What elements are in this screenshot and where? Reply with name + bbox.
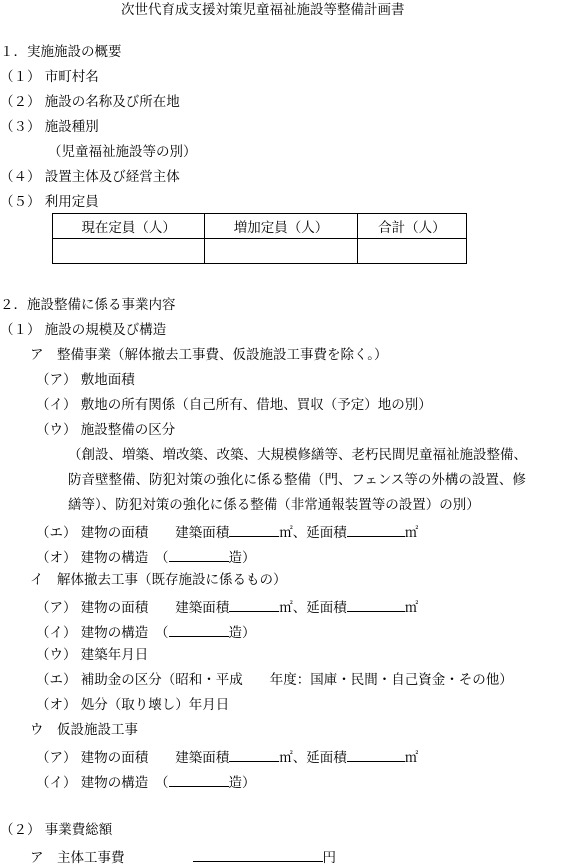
close-paren: ） bbox=[242, 775, 256, 791]
document-title: 次世代育成支援対策児童福祉施設等整備計画書 bbox=[121, 2, 405, 18]
heading-main-work: ア 整備事業（解体撤去工事費、仮設施設工事費を除く。） bbox=[30, 347, 388, 363]
close-paren: ） bbox=[242, 550, 256, 566]
unit-sqm: ㎡ bbox=[279, 600, 293, 616]
building-area-label: （ア） 建物の面積 建築面積 bbox=[36, 750, 230, 766]
table-cell-current[interactable] bbox=[53, 239, 205, 264]
item-municipality: （１） 市町村名 bbox=[0, 69, 99, 85]
building-area-field[interactable] bbox=[229, 597, 279, 612]
work-category-note-3: 繕等）、防犯対策の強化に係る整備（非常通報装置等の設置）の別） bbox=[68, 497, 480, 513]
table-header-total: 合計（人） bbox=[357, 214, 466, 239]
unit-sqm: ㎡ bbox=[404, 600, 419, 616]
floor-area-label: 、延面積 bbox=[292, 600, 347, 616]
item-demolition-area bbox=[36, 597, 418, 616]
item-facility-name: （２） 施設の名称及び所在地 bbox=[0, 94, 180, 110]
section-1-heading: １．実施施設の概要 bbox=[0, 44, 122, 60]
item-work-category: （ウ） 施設整備の区分 bbox=[36, 422, 176, 438]
floor-area-label: 、延面積 bbox=[292, 525, 347, 541]
item-disposal-date: （オ） 処分（取り壊し）年月日 bbox=[36, 697, 230, 713]
item-building-structure bbox=[36, 547, 256, 566]
table-header-current: 現在定員（人） bbox=[53, 214, 205, 239]
table-cell-total[interactable] bbox=[357, 239, 466, 264]
subsection-total-cost: （２） 事業費総額 bbox=[0, 822, 113, 838]
unit-sqm: ㎡ bbox=[279, 525, 293, 541]
item-site-ownership: （イ） 敷地の所有関係（自己所有、借地、買収（予定）地の別） bbox=[36, 397, 432, 413]
structure-field[interactable] bbox=[169, 547, 229, 562]
subsection-scale: （１） 施設の規模及び構造 bbox=[0, 322, 167, 338]
floor-area-field[interactable] bbox=[347, 747, 405, 762]
close-paren: ） bbox=[242, 625, 256, 641]
item-demolition-structure bbox=[36, 622, 256, 641]
item-site-area: （ア） 敷地面積 bbox=[36, 372, 135, 388]
unit-sqm: ㎡ bbox=[404, 525, 419, 541]
structure-label: （イ） 建物の構造 （ bbox=[36, 625, 169, 641]
floor-area-field[interactable] bbox=[347, 597, 405, 612]
main-work-cost-field[interactable] bbox=[193, 847, 323, 862]
item-facility-type: （３） 施設種別 bbox=[0, 119, 99, 135]
table-header-increase: 増加定員（人） bbox=[205, 214, 357, 239]
structure-suffix: 造 bbox=[228, 625, 243, 641]
work-category-note-2: 防音壁整備、防犯対策の強化に係る整備（門、フェンス等の外構の設置、修 bbox=[68, 472, 526, 488]
building-area-label: （ア） 建物の面積 建築面積 bbox=[36, 600, 230, 616]
structure-label: （イ） 建物の構造 （ bbox=[36, 775, 169, 791]
heading-demolition: イ 解体撤去工事（既存施設に係るもの） bbox=[30, 572, 287, 588]
item-main-work-cost bbox=[30, 847, 336, 866]
building-area-label: （エ） 建物の面積 建築面積 bbox=[36, 525, 230, 541]
floor-area-label: 、延面積 bbox=[292, 750, 347, 766]
building-area-field[interactable] bbox=[229, 522, 279, 537]
work-category-note-1: （創設、増築、増改築、改築、大規模修繕等、老朽民間児童福祉施設整備、 bbox=[68, 447, 527, 463]
item-subsidy-category: （エ） 補助金の区分（昭和・平成 年度：国庫・民間・自己資金・その他） bbox=[36, 672, 513, 688]
structure-field[interactable] bbox=[169, 772, 229, 787]
structure-suffix: 造 bbox=[228, 550, 243, 566]
table-cell-increase[interactable] bbox=[205, 239, 357, 264]
item-capacity: （５） 利用定員 bbox=[0, 194, 99, 210]
item-temporary-structure bbox=[36, 772, 256, 791]
item-operator: （４） 設置主体及び経営主体 bbox=[0, 169, 180, 185]
item-building-area bbox=[36, 522, 418, 541]
yen-unit: 円 bbox=[322, 850, 336, 866]
item-build-date: （ウ） 建築年月日 bbox=[36, 647, 149, 663]
capacity-table bbox=[52, 213, 467, 264]
item-facility-type-note: （児童福祉施設等の別） bbox=[48, 144, 197, 160]
main-work-cost-label: ア 主体工事費 bbox=[30, 850, 125, 866]
structure-suffix: 造 bbox=[228, 775, 243, 791]
structure-field[interactable] bbox=[169, 622, 229, 637]
unit-sqm: ㎡ bbox=[279, 750, 293, 766]
item-temporary-area bbox=[36, 747, 418, 766]
heading-temporary-facility: ウ 仮設施設工事 bbox=[30, 722, 138, 738]
building-area-field[interactable] bbox=[229, 747, 279, 762]
section-2-heading: ２．施設整備に係る事業内容 bbox=[0, 297, 176, 313]
unit-sqm: ㎡ bbox=[404, 750, 419, 766]
floor-area-field[interactable] bbox=[347, 522, 405, 537]
structure-label: （オ） 建物の構造 （ bbox=[36, 550, 169, 566]
